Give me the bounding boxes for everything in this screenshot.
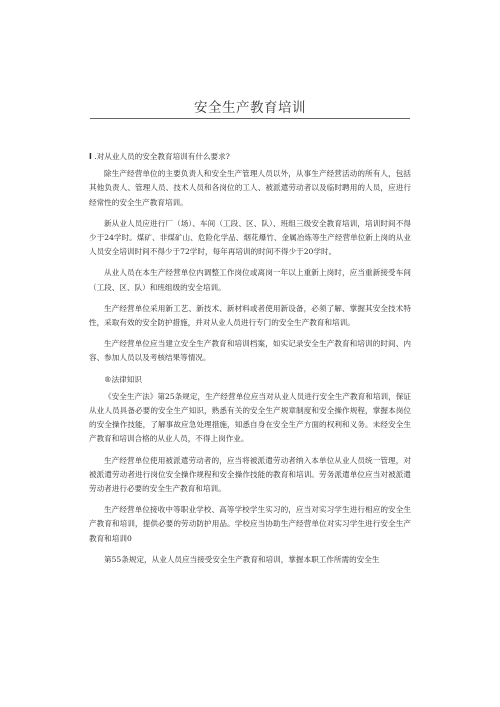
question-heading	[89, 150, 411, 164]
question-text: .对从业人员的安全教育培训有什么要求?	[91, 152, 230, 161]
paragraph-new-technology-training: 生产经营单位采用新工艺、新技术、新材料或者使用新设备，必须了解、掌握其安全技术特性，采取有效的安全防护措施，并对从业人员进行专门的安全生产教育和培训。	[89, 303, 411, 328]
paragraph-law-article-55: 第55条规定，从业人员应当接受安全生产教育和培训，掌握本职工作所需的安全生	[104, 554, 380, 564]
paragraph-dispatched-workers: 生产经营单位使用被派遣劳动者的，应当将被派遣劳动者纳入本单位从业人员统一管理，对被派遣劳动者进行岗位安全操作规程和安全操作技能的教育和培训。劳务派遣单位应当对被派遣劳动者进行必要的安全生产教育和培训。	[89, 455, 411, 494]
paragraph-new-employee-training: 新从业人员应进行厂（场）、车间（工段、区、队）、班组三级安全教育培训，培训时间不得少于24学时。煤矿、非煤矿山、危险化学品、烟花爆竹、金属冶炼等生产经营单位新上岗的从业人员安全培训时间不得少于72学时，每年再培训的时间不得少于20学时。	[89, 218, 411, 257]
paragraph-training-records: 生产经营单位应当建立安全生产教育和培训档案，如实记录安全生产教育和培训的时间、内容、参加人员以及考核结果等情况。	[89, 339, 411, 363]
question-number: I	[89, 152, 92, 161]
page-title: 安全生产教育培训	[194, 100, 306, 116]
section-heading-legal-knowledge: ®法律知识	[104, 374, 142, 384]
document-body	[89, 150, 411, 574]
paragraph-law-article-25: 《安全生产法》第25条规定，生产经营单位应当对从业人员进行安全生产教育和培训，保证从业人员具备必要的安全生产知识，熟悉有关的安全生产规章制度和安全操作规程，掌握本岗位的安全操作技能，了解事故应急处理措施，知悉自身在安全生产方面的权利和义务。未经安全生产教育和培训合格的从业人员，不得上岗作业。	[89, 391, 411, 444]
paragraph-job-change-training: 从业人员在本生产经营单位内调整工作岗位或离岗一年以上重新上岗时，应当重新接受车间（工段、区、队）和班组级的安全培训。	[89, 268, 411, 292]
title-underline	[90, 118, 410, 119]
paragraph-interns: 生产经营单位接收中等职业学校、高等学校学生实习的，应当对实习学生进行相应的安全生产教育和培训，提供必要的劳动防护用品。学校应当协助生产经营单位对实习学生进行安全生产教育和培训0	[89, 505, 411, 543]
paragraph-general-training: 除生产经营单位的主要负责人和安全生产管理人员以外，从事生产经营活动的所有人，包括其他负责人、管理人员、技术人员和各岗位的工人、被派遣劳动者以及临时聘用的人员，应进行经常性的安全生产教育培训。	[89, 169, 411, 207]
